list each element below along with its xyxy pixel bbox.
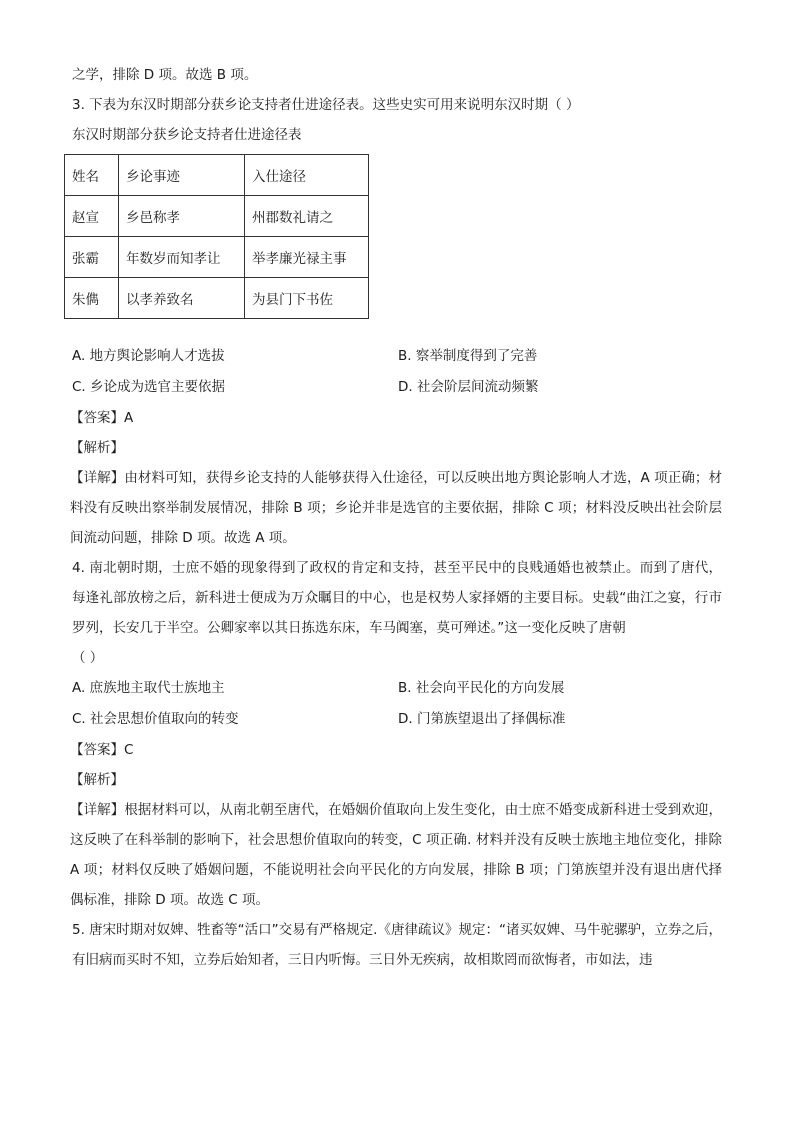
table-cell: 张霸 (65, 237, 119, 278)
text-line: 之学，排除 D 项。故选 B 项。 (72, 67, 258, 83)
detail-paragraph: 【详解】由材料可知，获得乡论支持的人能够获得入仕途径，可以反映出地方舆论影响人才选，A 项正确；材料没有反映出察举制发展情况，排除 B 项；乡论并非是选官的主要依据，排除 C 项；材料没反映出社会阶层间流动问题，排除 D 项。故选 A 项。 (70, 470, 722, 546)
table-cell: 州郡数礼请之 (245, 196, 369, 237)
table-header-cell: 姓名 (65, 155, 119, 196)
question-4-options (72, 673, 722, 735)
question-5-stem: 5. 唐宋时期对奴婢、牲畜等“活口”交易有严格规定.《唐律疏议》规定：“诸买奴婢、马牛驼骡驴，立券之后，有旧病而买时不知，立券后始知者，三日内听悔。三日外无疾病，故相欺罔而欲悔者，市如法，违 (72, 922, 722, 968)
table-cell: 朱儁 (65, 278, 119, 319)
document-page (72, 60, 722, 975)
analysis-label: 【解析】 (70, 772, 124, 788)
question-3-stem: 3. 下表为东汉时期部分获乡论支持者仕进途径表。这些史实可用来说明东汉时期（ ） (72, 97, 580, 113)
table-cell: 为县门下书佐 (245, 278, 369, 319)
table-caption: 东汉时期部分获乡论支持者仕进途径表 (72, 127, 302, 143)
option-c: C. 乡论成为选官主要依据 (72, 379, 226, 395)
question-4-blank: （ ） (72, 650, 104, 666)
option-a: A. 庶族地主取代士族地主 (72, 680, 225, 696)
table-cell: 年数岁而知孝让 (119, 237, 245, 278)
question-3-options (72, 341, 722, 403)
option-b: B. 社会向平民化的方向发展 (398, 680, 565, 696)
answer-label: 【答案】A (70, 410, 134, 426)
answer-label: 【答案】C (70, 742, 134, 758)
option-c: C. 社会思想价值取向的转变 (72, 711, 239, 727)
table-cell: 赵宣 (65, 196, 119, 237)
table-cell: 乡邑称孝 (119, 196, 245, 237)
table-header-row (65, 155, 369, 196)
table-row (65, 237, 369, 278)
question-4-stem: 4. 南北朝时期，士庶不婚的现象得到了政权的肯定和支持，甚至平民中的良贱通婚也被禁止。而到了唐代，每逢礼部放榜之后，新科进士便成为万众瞩目的中心，也是权势人家择婿的主要目标。史载“曲江之宴，行市罗列，长安几于半空。公卿家率以其日拣选东床，车马阗塞，莫可殚述。”这一变化反映了唐朝 (72, 560, 722, 636)
history-table (64, 154, 369, 319)
table-row (65, 278, 369, 319)
detail-paragraph: 【详解】根据材料可以，从南北朝至唐代，在婚姻价值取向上发生变化，由士庶不婚变成新科进士受到欢迎，这反映了在科举制的影响下，社会思想价值取向的转变，C 项正确. 材料并没有反映士族地主地位变化，排除 A 项；材料仅反映了婚姻问题，不能说明社会向平民化的方向发展，排除 B 项；门第族望并没有退出唐代择偶标准，排除 D 项。故选 C 项。 (70, 802, 722, 908)
option-d: D. 门第族望退出了择偶标准 (398, 711, 566, 727)
table-cell: 举孝廉光禄主事 (245, 237, 369, 278)
option-a: A. 地方舆论影响人才选拔 (72, 348, 225, 364)
table-header-cell: 入仕途径 (245, 155, 369, 196)
table-header-cell: 乡论事迹 (119, 155, 245, 196)
table-row (65, 196, 369, 237)
option-d: D. 社会阶层间流动频繁 (398, 379, 539, 395)
option-b: B. 察举制度得到了完善 (398, 348, 538, 364)
table-cell: 以孝养致名 (119, 278, 245, 319)
analysis-label: 【解析】 (70, 440, 124, 456)
